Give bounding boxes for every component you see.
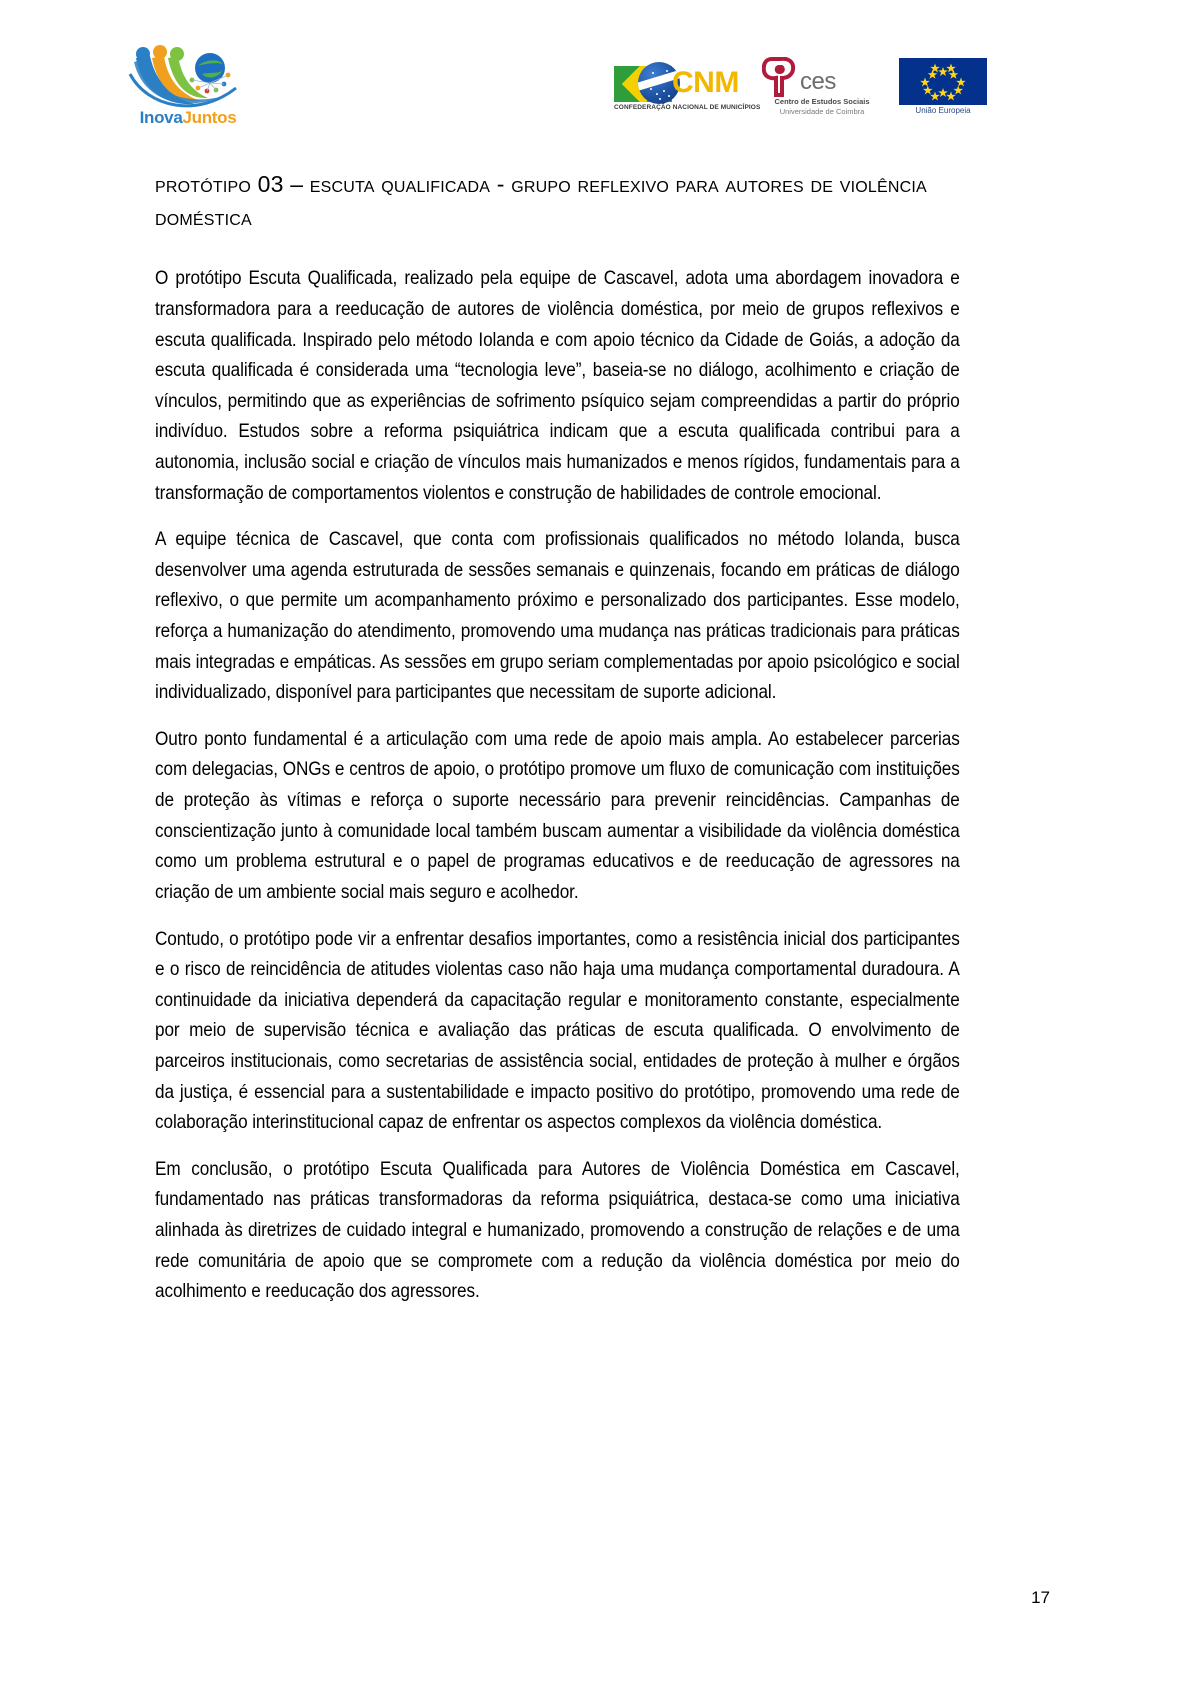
page-number: 17: [1031, 1588, 1050, 1607]
cnm-logo: [614, 62, 761, 120]
ces-acronym: ces: [800, 68, 836, 95]
paragraph-1: O protótipo Escuta Qualificada, realizado pela equipe de Cascavel, adota uma abordagem inovadora e transformadora para a reeducação de autores de violência doméstica, por meio de grupos reflexivos e escuta qualificada. Inspirado pelo método Iolanda e com apoio técnico da Cidade de Goiás, a adoção da escuta qualificada é considerada uma “tecnologia leve”, baseia-se no diálogo, acolhimento e criação de vínculos, permitindo que as experiências de sofrimento psíquico sejam compreendidas a partir do próprio indivíduo. Estudos sobre a reforma psiquiátrica indicam que a escuta qualificada contribui para a autonomia, inclusão social e criação de vínculos mais humanizados e menos rígidos, fundamentais para a transformação de comportamentos violentos e construção de habilidades de controle emocional.: [155, 267, 960, 504]
inovajuntos-wordmark: [128, 108, 248, 128]
cnm-acronym: CNM: [672, 66, 739, 99]
paragraph-2: A equipe técnica de Cascavel, que conta com profissionais qualificados no método Iolanda, busca desenvolver uma agenda estruturada de sessões semanais e quinzenais, focando em práticas de diálogo reflexivo, o que permite um acompanhamento próximo e personalizado dos participantes. Esse modelo, reforça a humanização do atendimento, promovendo uma mudança nas práticas tradicionais para práticas mais integradas e empáticas. As sessões em grupo seriam complementadas por apoio psicológico e social individualizado, disponível para participantes que necessitam de suporte adicional.: [155, 528, 960, 704]
paragraph-3: Outro ponto fundamental é a articulação com uma rede de apoio mais ampla. Ao estabelecer parcerias com delegacias, ONGs e centros de apoio, o protótipo promove um fluxo de comunicação com instituições de proteção às vítimas e reforça o suporte necessário para prevenir reincidências. Campanhas de conscientização junto à comunidade local também buscam aumentar a visibilidade da violência doméstica como um problema estrutural e o papel de programas educativos e de reeducação de agressores na criação de um ambiente social mais seguro e acolhedor.: [155, 727, 960, 903]
eu-flag-icon: [899, 58, 987, 105]
ces-subtitle-line1: Centro de Estudos Sociais: [774, 97, 870, 106]
page-title: protótipo 03 – escuta qualificada - grupo reflexivo para autores de violência doméstica: [155, 171, 927, 230]
paragraph-4: Contudo, o protótipo pode vir a enfrentar desafios importantes, como a resistência inicial dos participantes e o risco de reincidência de atitudes violentas caso não haja uma mudança comportamental duradoura. A continuidade da iniciativa dependerá da capacitação regular e monitoramento constante, especialmente por meio de supervisão técnica e avaliação das práticas de escuta qualificada. O envolvimento de parceiros institucionais, como secretarias de assistência social, entidades de proteção à mulher e órgãos da justiça, é essencial para a sustentabilidade e impacto positivo do protótipo, promovendo uma rede de colaboração interinstitucional capaz de enfrentar os aspectos complexos da violência doméstica.: [155, 927, 960, 1134]
paragraph-5: Em conclusão, o protótipo Escuta Qualificada para Autores de Violência Doméstica em Cascavel, fundamentado nas práticas transformadoras da reforma psiquiátrica, destaca-se como uma iniciativa alinhada às diretrizes de cuidado integral e humanizado, promovendo a construção de relações e de uma rede comunitária de apoio que se compromete com a redução da violência doméstica por meio do acolhimento e reeducação dos agressores.: [155, 1157, 960, 1303]
inovajuntos-logo: [128, 44, 248, 136]
cnm-mark-icon: [614, 62, 744, 104]
inovajuntos-word-juntos: Juntos: [182, 108, 237, 127]
ces-logo: [762, 57, 882, 119]
ces-mark-icon: [762, 57, 798, 97]
inovajuntos-mark-icon: [128, 44, 248, 110]
header-logo-bar: [0, 0, 1190, 150]
ces-subtitle-line2: Universidade de Coimbra: [779, 107, 865, 116]
cnm-subtitle: CONFEDERAÇÃO NACIONAL DE MUNICÍPIOS: [614, 104, 761, 111]
eu-caption: União Europeia: [915, 106, 971, 115]
document-content: [155, 168, 960, 1323]
inovajuntos-word-inova: Inova: [139, 108, 183, 127]
european-union-logo: [899, 58, 995, 120]
